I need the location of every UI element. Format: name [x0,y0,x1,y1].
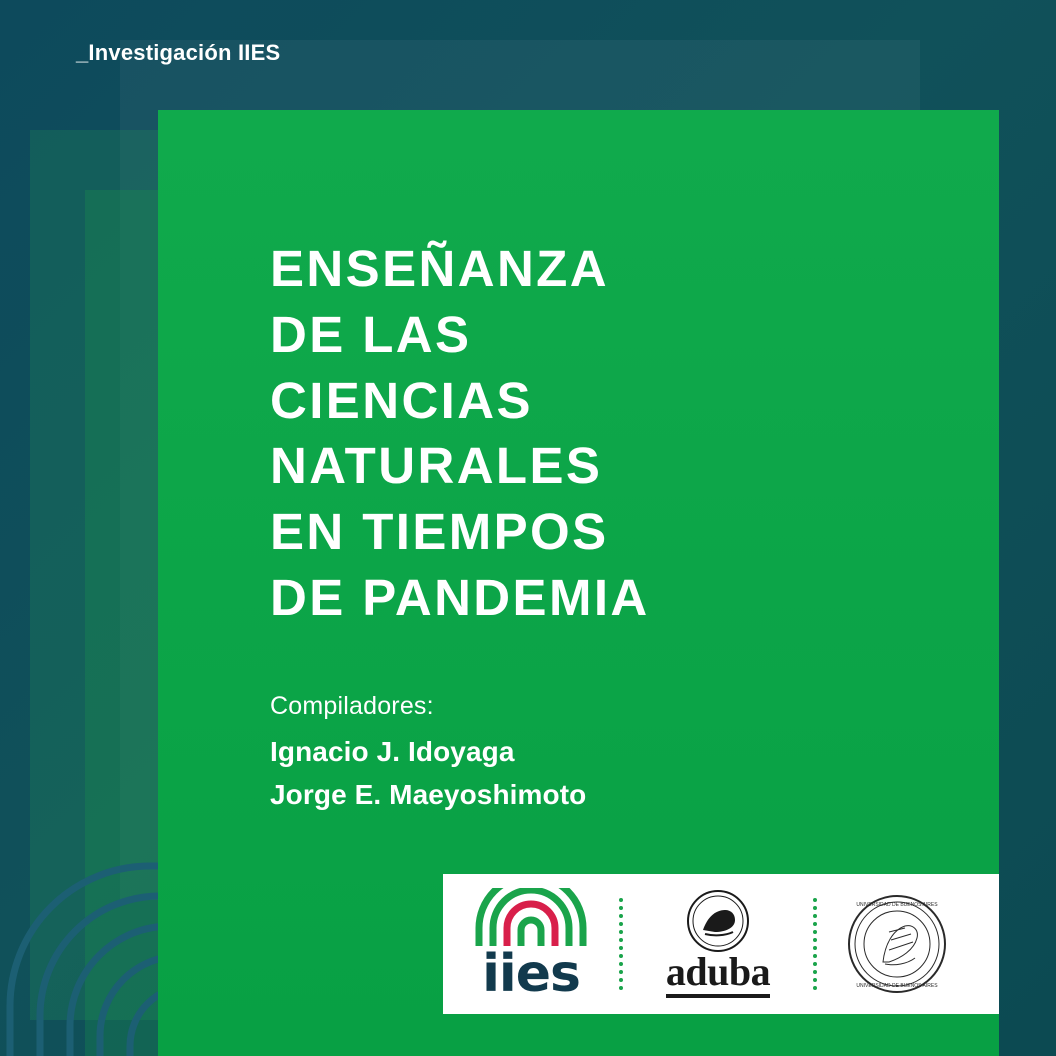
page-title [270,236,790,631]
svg-text:UNIVERSIDAD DE BUENOS AIRES: UNIVERSIDAD DE BUENOS AIRES [856,902,938,908]
aduba-wordmark: aduba [666,952,770,998]
aduba-logo [623,874,813,1014]
title-line: NATURALES [270,437,603,495]
iies-arch-icon [471,888,591,946]
header-label: _Investigación IIES [76,40,281,65]
title-line: DE PANDEMIA [270,568,650,626]
compiler-name: Ignacio J. Idoyaga [270,736,515,767]
title-line: EN TIEMPOS [270,503,609,561]
uba-seal-icon [845,892,949,996]
aduba-seal-icon [655,890,781,952]
logo-bar [443,874,999,1014]
title-line: CIENCIAS [270,371,533,429]
title-line: DE LAS [270,305,472,363]
iies-logo [443,874,619,1014]
compilers-label: Compiladores: [270,692,434,720]
compiler-name: Jorge E. Maeyoshimoto [270,778,587,810]
title-line: ENSEÑANZA [270,240,609,297]
compilers-block [270,692,586,816]
uba-seal-logo [817,874,977,1014]
iies-wordmark: iies [482,944,580,1004]
svg-text:UNIVERSIDAD DE BUENOS AIRES: UNIVERSIDAD DE BUENOS AIRES [856,983,938,989]
